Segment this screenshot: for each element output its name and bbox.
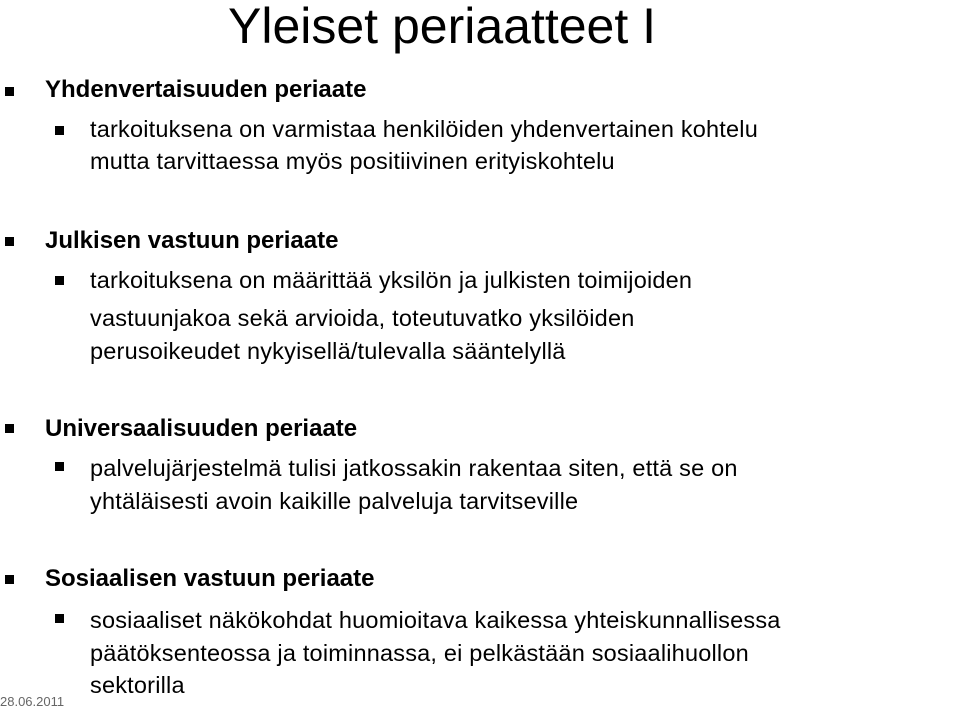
square-bullet-icon: [55, 614, 64, 623]
square-bullet-icon: [55, 126, 64, 135]
body-line: palvelujärjestelmä tulisi jatkossakin rakentaa siten, että se on: [90, 455, 738, 481]
section-heading: Universaalisuuden periaate: [45, 415, 358, 442]
square-bullet-icon: [5, 575, 14, 584]
square-bullet-icon: [55, 276, 64, 285]
body-line: päätöksenteossa ja toiminnassa, ei pelkästään sosiaalihuollon: [90, 640, 749, 666]
square-bullet-icon: [5, 424, 14, 433]
body-line: mutta tarvittaessa myös positiivinen erityiskohtelu: [90, 148, 615, 174]
body-line: yhtäläisesti avoin kaikille palveluja tarvitseville: [90, 488, 579, 514]
section-heading: Julkisen vastuun periaate: [45, 227, 339, 254]
square-bullet-icon: [55, 462, 64, 471]
square-bullet-icon: [5, 237, 14, 246]
body-line: vastuunjakoa sekä arvioida, toteutuvatko yksilöiden: [90, 305, 635, 331]
slide-title: Yleiset periaatteet I: [228, 0, 657, 54]
slide-date: 28.06.2011: [0, 694, 65, 709]
body-line: perusoikeudet nykyisellä/tulevalla sääntelyllä: [90, 338, 566, 364]
body-line: tarkoituksena on määrittää yksilön ja julkisten toimijoiden: [90, 267, 693, 293]
square-bullet-icon: [5, 87, 14, 96]
body-line: tarkoituksena on varmistaa henkilöiden yhdenvertainen kohtelu: [90, 116, 758, 142]
section-heading: Yhdenvertaisuuden periaate: [45, 76, 367, 103]
body-line: sektorilla: [90, 672, 185, 698]
body-line: sosiaaliset näkökohdat huomioitava kaikessa yhteiskunnallisessa: [90, 607, 781, 633]
section-heading: Sosiaalisen vastuun periaate: [45, 565, 375, 592]
